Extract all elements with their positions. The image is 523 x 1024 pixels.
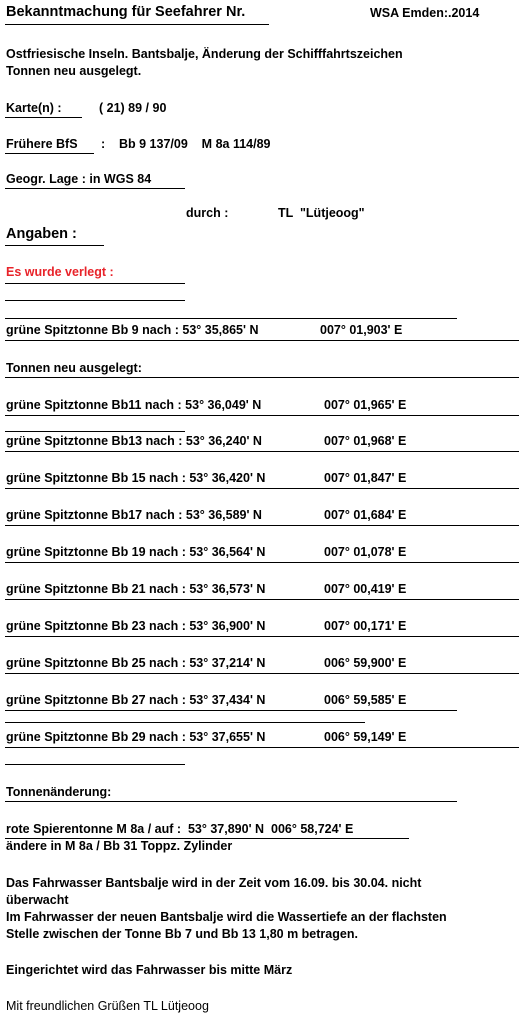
geogr-lage: Geogr. Lage : in WGS 84 <box>6 172 152 186</box>
verlegt-item-longitude: 007° 01,903' E <box>320 323 403 337</box>
buoy-row-1-underline <box>5 415 519 416</box>
buoy-row-5-longitude: 007° 01,078' E <box>324 545 407 559</box>
fruehere-label: Frühere BfS <box>6 137 78 151</box>
buoy-row-6-position: grüne Spitztonne Bb 21 nach : 53° 36,573' N <box>6 582 266 596</box>
aenderung-line-1: rote Spierentonne M 8a / auf : 53° 37,890' N 006° 58,724' E <box>6 822 354 836</box>
aenderung-line-2: ändere in M 8a / Bb 31 Toppz. Zylinder <box>6 839 233 853</box>
buoy-row-2-longitude: 007° 01,968' E <box>324 434 407 448</box>
buoy-row-1-longitude: 007° 01,965' E <box>324 398 407 412</box>
subject-line-1: Ostfriesische Inseln. Bantsbalje, Änderung der Schifffahrtszeichen <box>6 47 403 61</box>
buoy-row-4-longitude: 007° 01,684' E <box>324 508 407 522</box>
buoy-row-10-position: grüne Spitztonne Bb 29 nach : 53° 37,655' N <box>6 730 266 744</box>
geogr-underline <box>5 188 185 189</box>
buoy-row-10-longitude: 006° 59,149' E <box>324 730 407 744</box>
note-line-5: Eingerichtet wird das Fahrwasser bis mitte März <box>6 963 293 977</box>
verlegt-underline-1 <box>5 283 185 284</box>
buoy-row-8-position: grüne Spitztonne Bb 25 nach : 53° 37,214' N <box>6 656 266 670</box>
durch-label: durch : <box>186 206 229 220</box>
neu-heading-underline <box>5 377 519 378</box>
verlegt-item-underline <box>5 340 519 341</box>
note-line-1: Das Fahrwasser Bantsbalje wird in der Zeit vom 16.09. bis 30.04. nicht <box>6 876 422 890</box>
buoy-row-2-topline <box>5 431 185 432</box>
note-line-3: Im Fahrwasser der neuen Bantsbalje wird die Wassertiefe an der flachsten <box>6 910 447 924</box>
buoy-row-3-underline <box>5 488 519 489</box>
buoy-row-10-underline <box>5 747 519 748</box>
aenderung-heading-underline <box>5 801 457 802</box>
buoy-row-9-position: grüne Spitztonne Bb 27 nach : 53° 37,434' N <box>6 693 266 707</box>
subject-line-2: Tonnen neu ausgelegt. <box>6 64 142 78</box>
durch-value: TL "Lütjeoog" <box>278 206 365 220</box>
fruehere-underline <box>5 153 94 154</box>
buoy-row-2-position: grüne Spitztonne Bb13 nach : 53° 36,240' N <box>6 434 262 448</box>
verlegt-item-position: grüne Spitztonne Bb 9 nach : 53° 35,865' N <box>6 323 259 337</box>
office-label: WSA Emden:.2014 <box>370 6 480 20</box>
buoy-row-6-longitude: 007° 00,419' E <box>324 582 407 596</box>
buoy-row-4-position: grüne Spitztonne Bb17 nach : 53° 36,589' N <box>6 508 262 522</box>
verlegt-underline-2 <box>5 300 185 301</box>
title-underline <box>5 24 269 25</box>
verlegt-heading: Es wurde verlegt : <box>6 265 114 279</box>
angaben-underline <box>5 245 104 246</box>
buoy-row-9-underline <box>5 710 457 711</box>
document-title: Bekanntmachung für Seefahrer Nr. <box>6 4 246 20</box>
buoy-row-5-position: grüne Spitztonne Bb 19 nach : 53° 36,564' N <box>6 545 266 559</box>
fruehere-value: Bb 9 137/09 M 8a 114/89 <box>119 137 271 151</box>
buoy-row-5-underline <box>5 562 519 563</box>
buoy-row-6-underline <box>5 599 519 600</box>
buoy-row-8-underline <box>5 673 519 674</box>
fruehere-separator: : <box>101 137 106 151</box>
aenderung-heading: Tonnenänderung: <box>6 785 112 799</box>
buoy-row-9-longitude: 006° 59,585' E <box>324 693 407 707</box>
verlegt-item-topline <box>5 318 457 319</box>
section-separator <box>5 764 185 765</box>
buoy-row-7-position: grüne Spitztonne Bb 23 nach : 53° 36,900' N <box>6 619 266 633</box>
note-line-4: Stelle zwischen der Tonne Bb 7 und Bb 13 1,80 m betragen. <box>6 927 358 941</box>
neu-heading: Tonnen neu ausgelegt: <box>6 361 142 375</box>
buoy-row-7-underline <box>5 636 519 637</box>
note-line-2: überwacht <box>6 893 69 907</box>
karte-underline <box>5 117 82 118</box>
buoy-row-4-underline <box>5 525 519 526</box>
buoy-row-3-longitude: 007° 01,847' E <box>324 471 407 485</box>
buoy-row-10-topline <box>5 722 365 723</box>
buoy-row-7-longitude: 007° 00,171' E <box>324 619 407 633</box>
angaben-heading: Angaben : <box>6 226 77 242</box>
buoy-row-2-underline <box>5 451 519 452</box>
karte-label: Karte(n) : <box>6 101 62 115</box>
buoy-row-8-longitude: 006° 59,900' E <box>324 656 407 670</box>
karte-value: ( 21) 89 / 90 <box>99 101 167 115</box>
buoy-row-1-position: grüne Spitztonne Bb11 nach : 53° 36,049' N <box>6 398 262 412</box>
closing-greeting: Mit freundlichen Grüßen TL Lütjeoog <box>6 999 209 1013</box>
buoy-row-3-position: grüne Spitztonne Bb 15 nach : 53° 36,420' N <box>6 471 266 485</box>
